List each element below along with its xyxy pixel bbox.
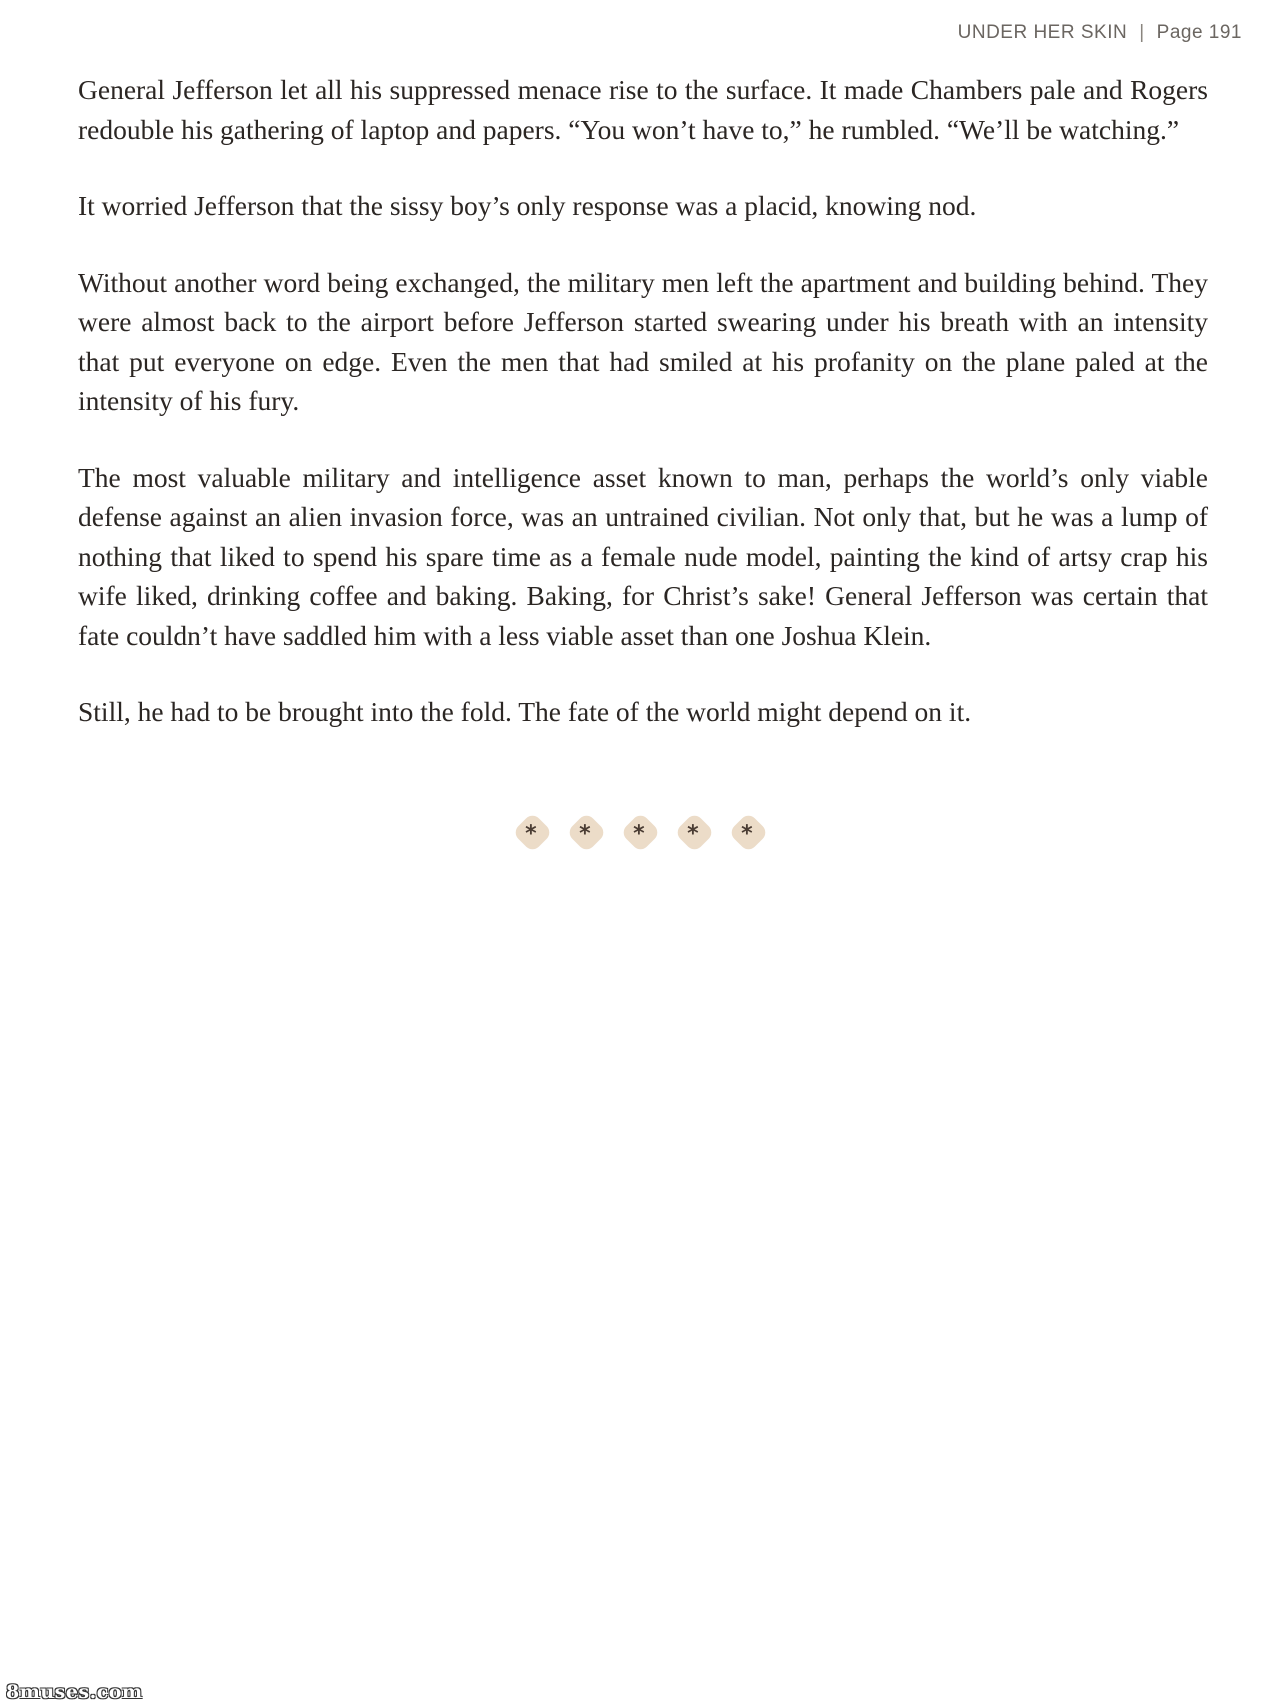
site-watermark: 8muses.com	[6, 1681, 143, 1703]
scene-break	[0, 818, 1280, 847]
book-title: UNDER HER SKIN	[957, 22, 1128, 43]
page-body	[78, 70, 1208, 769]
asterisk-ornament-icon: *	[619, 812, 660, 853]
paragraph-5: Still, he had to be brought into the fold. The fate of the world might depend on it.	[78, 696, 972, 727]
paragraph-3: Without another word being exchanged, the military men left the apartment and building behind. They were almost back to the airport before Jefferson started swearing under his breath with an intensity that put everyone on edge. Even the men that had smiled at his profanity on the plane paled at the intensity of his fury.	[78, 266, 1208, 416]
asterisk-ornament-icon: *	[511, 812, 552, 853]
running-header	[958, 22, 1242, 44]
asterisk-ornament-icon: *	[673, 812, 714, 853]
paragraph-4: The most valuable military and intelligence asset known to man, perhaps the world’s only viable defense against an alien invasion force, was an untrained civilian. Not only that, but he was a lump of nothing that liked to spend his spare time as a female nude model, painting the kind of artsy crap his wife liked, drinking coffee and baking. Baking, for Christ’s sake! General Jefferson was certain that fate couldn’t have saddled him with a less viable asset than one Joshua Klein.	[78, 461, 1208, 651]
paragraph-2: It worried Jefferson that the sissy boy’s only response was a placid, knowing nod.	[78, 190, 977, 221]
header-separator: |	[1139, 22, 1145, 43]
asterisk-ornament-icon: *	[565, 812, 606, 853]
asterisk-ornament-icon: *	[727, 812, 768, 853]
page-number: Page 191	[1156, 22, 1242, 43]
paragraph-1: General Jefferson let all his suppressed menace rise to the surface. It made Chambers pale and Rogers redouble his gathering of laptop and papers. “You won’t have to,” he rumbled. “We’ll be watching.”	[78, 74, 1208, 145]
